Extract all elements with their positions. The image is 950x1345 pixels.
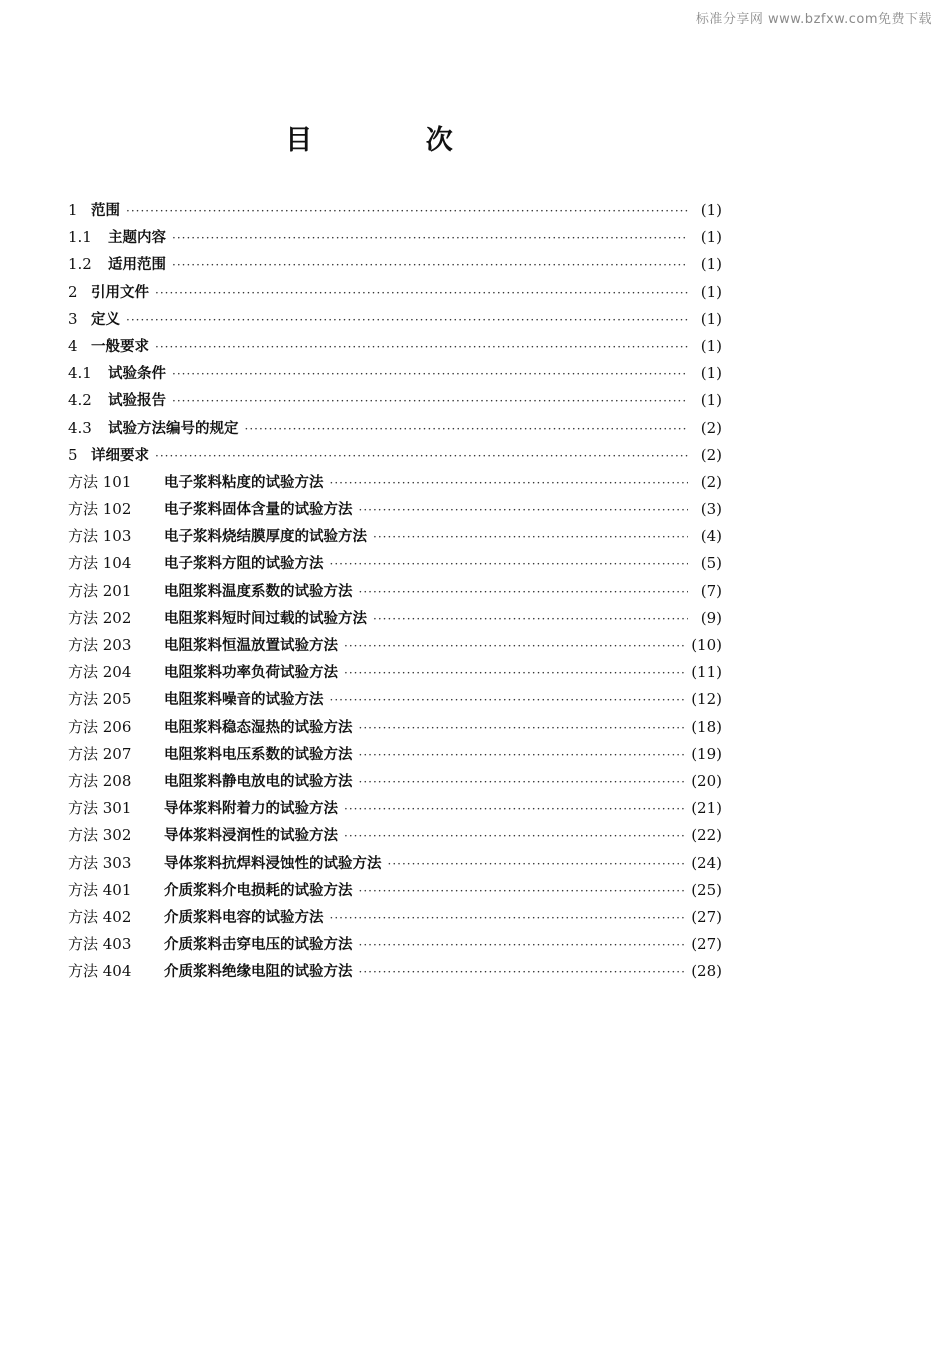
toc-entry-page: (1) (700, 282, 722, 301)
toc-entry[interactable] (68, 904, 722, 931)
toc-entry[interactable] (68, 387, 722, 414)
toc-entry[interactable] (68, 822, 722, 849)
toc-entry-title: 电阻浆料温度系数的试验方法 (164, 583, 353, 600)
toc-entry-number: 方法 208 (68, 771, 132, 790)
toc-entry-page: (24) (691, 853, 722, 872)
toc-entry-page: (27) (691, 907, 722, 926)
dot-leader (359, 878, 686, 905)
dot-leader (155, 443, 688, 470)
toc-entry-page: (9) (700, 608, 722, 627)
toc-entry-page: (1) (700, 364, 722, 383)
toc-entry-title: 导体浆料浸润性的试验方法 (164, 828, 338, 845)
page-title: 目 次 (285, 125, 505, 156)
dot-leader (155, 334, 688, 361)
dot-leader (330, 905, 686, 932)
toc-entry-title: 导体浆料抗焊料浸蚀性的试验方法 (164, 855, 382, 872)
toc-entry-number: 4.3 (68, 418, 92, 437)
toc-entry-number: 方法 205 (68, 690, 132, 709)
dot-leader (359, 769, 686, 796)
toc-entry[interactable] (68, 741, 722, 768)
toc-entry[interactable] (68, 605, 722, 632)
toc-entry-title: 电阻浆料稳态湿热的试验方法 (164, 719, 353, 736)
toc-entry-number: 方法 403 (68, 935, 132, 954)
toc-entry-page: (1) (700, 228, 722, 247)
toc-entry[interactable] (68, 469, 722, 496)
dot-leader (359, 497, 689, 524)
dot-leader (172, 252, 688, 279)
toc-entry-title: 电子浆料烧结膜厚度的试验方法 (164, 529, 367, 546)
toc-entry-page: (1) (700, 309, 722, 328)
toc-entry-page: (28) (691, 962, 722, 981)
dot-leader (344, 796, 685, 823)
toc-entry-title: 电子浆料方阻的试验方法 (164, 556, 324, 573)
toc-entry[interactable] (68, 578, 722, 605)
toc-entry-page: (11) (691, 663, 722, 682)
toc-entry-number: 方法 207 (68, 744, 132, 763)
toc-entry-number: 方法 302 (68, 826, 132, 845)
toc-entry-number: 方法 103 (68, 527, 132, 546)
toc-entry-title: 电阻浆料电压系数的试验方法 (164, 746, 353, 763)
toc-entry[interactable] (68, 415, 722, 442)
toc-entry[interactable] (68, 224, 722, 251)
toc-entry[interactable] (68, 523, 722, 550)
toc-entry-page: (12) (691, 690, 722, 709)
toc-entry-title: 介质浆料电容的试验方法 (164, 909, 324, 926)
toc-entry-number: 2 (68, 282, 78, 301)
toc-entry-page: (10) (691, 636, 722, 654)
toc-entry-page: (2) (700, 472, 722, 491)
dot-leader (330, 470, 689, 497)
toc-entry-number: 1 (68, 201, 78, 219)
toc-entry[interactable] (68, 958, 722, 985)
toc-entry-title: 试验条件 (108, 366, 166, 383)
dot-leader (126, 307, 688, 334)
toc-entry-page: (18) (691, 717, 722, 736)
dot-leader (344, 823, 685, 850)
toc-entry[interactable] (68, 251, 722, 278)
toc-entry[interactable] (68, 442, 722, 469)
toc-entry-title: 电阻浆料静电放电的试验方法 (164, 773, 353, 790)
toc-entry[interactable] (68, 714, 722, 741)
toc-entry-title: 详细要求 (91, 447, 149, 464)
dot-leader (344, 660, 685, 687)
toc-entry-title: 引用文件 (91, 284, 149, 301)
toc-entry-number: 方法 104 (68, 554, 132, 573)
toc-entry[interactable] (68, 550, 722, 577)
dot-leader (330, 551, 689, 578)
watermark-text: 标准分享网 www.bzfxw.com免费下载 (695, 12, 932, 27)
toc-entry-page: (1) (700, 336, 722, 355)
toc-entry-page: (7) (700, 581, 722, 600)
dot-leader (359, 742, 686, 769)
toc-entry-page: (27) (691, 935, 722, 954)
toc-entry[interactable] (68, 632, 722, 659)
toc-entry[interactable] (68, 333, 722, 360)
toc-entry-number: 1.2 (68, 255, 92, 274)
toc-entry-title: 试验方法编号的规定 (108, 420, 239, 437)
toc-entry-number: 方法 101 (68, 472, 132, 491)
toc-entry-page: (21) (691, 799, 722, 818)
toc-entry-number: 方法 202 (68, 608, 132, 627)
dot-leader (359, 959, 686, 986)
toc-entry-number: 方法 401 (68, 880, 132, 899)
toc-entry-title: 介质浆料介电损耗的试验方法 (164, 882, 353, 899)
toc-entry-title: 试验报告 (108, 393, 166, 410)
toc-entry-number: 方法 303 (68, 853, 132, 872)
dot-leader (330, 687, 686, 714)
toc-entry-number: 3 (68, 309, 78, 328)
toc-entry-page: (4) (700, 527, 722, 546)
toc-entry-title: 导体浆料附着力的试验方法 (164, 801, 338, 818)
toc-entry-title: 电子浆料固体含量的试验方法 (164, 502, 353, 519)
dot-leader (172, 361, 688, 388)
dot-leader (172, 225, 688, 252)
toc-entry-number: 4 (68, 336, 78, 355)
toc-entry-page: (1) (700, 255, 722, 274)
toc-entry-title: 主题内容 (108, 230, 166, 247)
toc-entry-title: 定义 (91, 311, 120, 328)
toc-entry-number: 方法 204 (68, 663, 132, 682)
toc-entry-page: (22) (691, 826, 722, 845)
toc-entry-page: (1) (700, 391, 722, 410)
toc-entry-number: 4.2 (68, 391, 92, 410)
dot-leader (155, 280, 688, 307)
toc-entry-title: 电阻浆料短时间过载的试验方法 (164, 610, 367, 627)
toc-entry[interactable] (68, 279, 722, 306)
dot-leader (373, 606, 688, 633)
toc-entry-title: 电阻浆料恒温放置试验方法 (164, 638, 338, 654)
toc-entry-title: 电阻浆料噪音的试验方法 (164, 692, 324, 709)
dot-leader (359, 579, 689, 606)
toc-entry-title: 范围 (91, 203, 120, 219)
toc-entry-title: 介质浆料击穿电压的试验方法 (164, 937, 353, 954)
dot-leader (245, 416, 689, 443)
toc-entry-page: (2) (700, 445, 722, 464)
toc-entry[interactable] (68, 197, 722, 224)
toc-entry-title: 电子浆料粘度的试验方法 (164, 474, 324, 491)
toc-entry[interactable] (68, 877, 722, 904)
dot-leader (126, 198, 688, 225)
toc-entry-page: (2) (700, 418, 722, 437)
dot-leader (344, 633, 685, 660)
toc-entry-number: 4.1 (68, 364, 92, 383)
toc-entry-title: 介质浆料绝缘电阻的试验方法 (164, 964, 353, 981)
toc-entry-number: 方法 102 (68, 500, 132, 519)
toc-entry-number: 方法 404 (68, 962, 132, 981)
toc-entry[interactable] (68, 659, 722, 686)
toc-entry[interactable] (68, 850, 722, 877)
toc-entry-page: (19) (691, 744, 722, 763)
toc-entry-page: (5) (700, 554, 722, 573)
toc-entry-page: (20) (691, 771, 722, 790)
toc-entry-number: 方法 402 (68, 907, 132, 926)
toc-entry-number: 方法 206 (68, 717, 132, 736)
toc-entry-title: 一般要求 (91, 338, 149, 355)
toc-entry[interactable] (68, 496, 722, 523)
dot-leader (373, 524, 688, 551)
dot-leader (172, 388, 688, 415)
toc-entry[interactable] (68, 795, 722, 822)
table-of-contents (68, 197, 722, 985)
dot-leader (359, 932, 686, 959)
dot-leader (388, 851, 686, 878)
toc-entry[interactable] (68, 686, 722, 713)
toc-entry-number: 方法 201 (68, 581, 132, 600)
toc-entry-number: 方法 301 (68, 799, 132, 818)
toc-entry-number: 1.1 (68, 228, 92, 247)
toc-entry-title: 电阻浆料功率负荷试验方法 (164, 665, 338, 682)
toc-entry-page: (3) (700, 500, 722, 519)
toc-entry-number: 5 (68, 445, 78, 464)
toc-entry-page: (25) (691, 880, 722, 899)
toc-entry[interactable] (68, 768, 722, 795)
toc-entry[interactable] (68, 931, 722, 958)
toc-entry-page: (1) (700, 201, 722, 219)
toc-entry-number: 方法 203 (68, 636, 132, 654)
toc-entry[interactable] (68, 360, 722, 387)
toc-entry-title: 适用范围 (108, 257, 166, 274)
dot-leader (359, 715, 686, 742)
toc-entry[interactable] (68, 306, 722, 333)
